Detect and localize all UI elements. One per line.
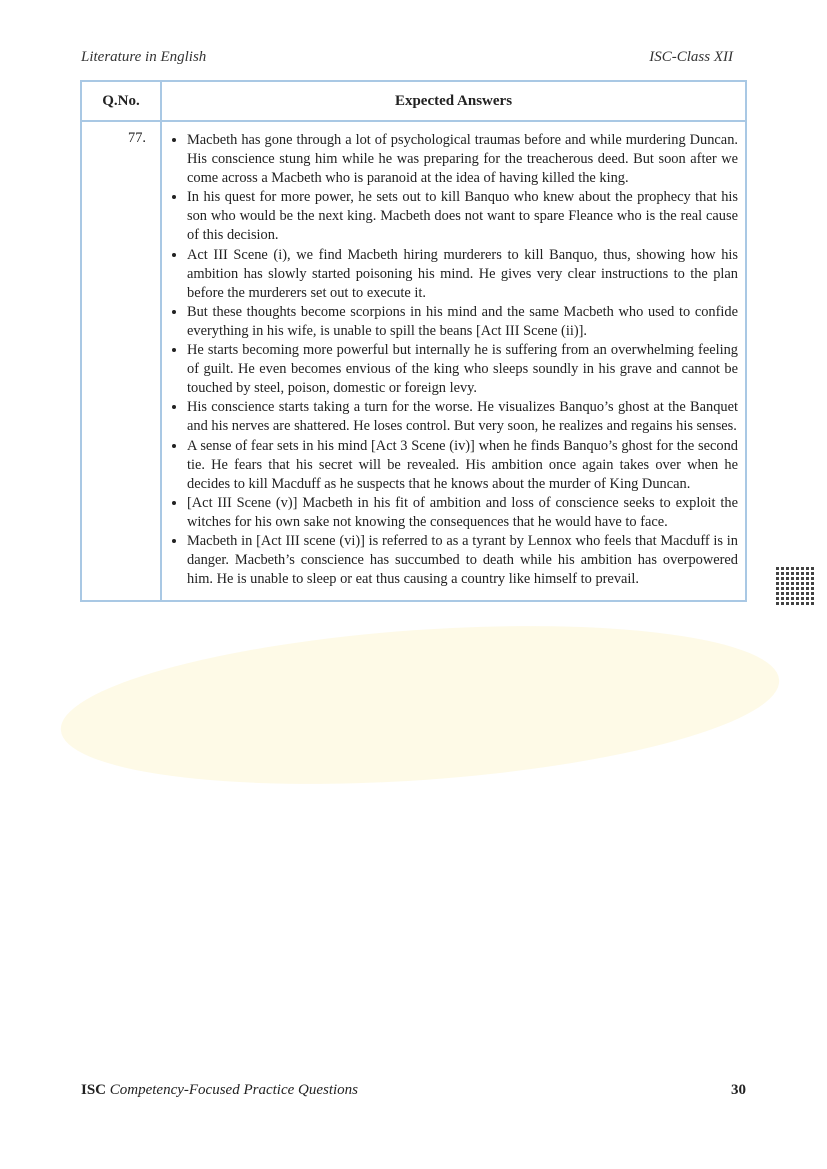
answers-table xyxy=(80,80,747,602)
answer-point: • Macbeth has gone through a lot of psychological traumas before and while murdering Duncan. His conscience stung him while he was preparing for the treacherous deed. But soon after we come across a Macbeth who is paranoid at the idea of having killed the king. xyxy=(187,131,738,188)
answer-point: • But these thoughts become scorpions in his mind and the same Macbeth who used to confide everything in his wife, is unable to spill the beans [Act III Scene (ii)]. xyxy=(187,303,738,341)
question-number: 77. xyxy=(81,121,161,601)
column-header-qno: Q.No. xyxy=(81,81,161,121)
answer-point: • [Act III Scene (v)] Macbeth in his fit of ambition and loss of conscience seeks to exploit the witches for his own sake not knowing the consequences that he would have to face. xyxy=(187,494,738,532)
answer-point: • Macbeth in [Act III scene (vi)] is referred to as a tyrant by Lennox who feels that Macduff is in danger. Macbeth’s conscience has succumbed to death while his ambition has overpowered him. He is unable to sleep or eat thus causing a country like himself to prevail. xyxy=(187,532,738,589)
answer-point: • A sense of fear sets in his mind [Act 3 Scene (iv)] when he finds Banquo’s ghost for the second tie. He fears that his secret will be revealed. His ambition once again takes over when he decides to kill Macduff as he suspects that he knows about the murder of King Duncan. xyxy=(187,437,738,494)
qr-code-icon[interactable] xyxy=(776,565,816,605)
footer-book-title: Competency-Focused Practice Questions xyxy=(109,1082,359,1098)
watermark xyxy=(56,605,785,805)
column-header-answers: Expected Answers xyxy=(161,81,746,121)
footer-brand: ISC xyxy=(81,1082,107,1098)
table-header-row xyxy=(81,81,746,121)
header-subject: Literature in English xyxy=(81,49,207,65)
answer-point: • His conscience starts taking a turn for the worse. He visualizes Banquo’s ghost at the Banquet and his nerves are shattered. He loses control. But very soon, he realizes and regains his senses. xyxy=(187,398,738,436)
answer-points xyxy=(163,131,738,589)
header-class: ISC-Class XII xyxy=(649,49,733,65)
answer-cell xyxy=(161,121,746,601)
table-row xyxy=(81,121,746,601)
answer-point: • In his quest for more power, he sets out to kill Banquo who knew about the prophecy that his son who would be the next king. Macbeth does not want to spare Fleance who is the real cause of this decision. xyxy=(187,188,738,245)
page-number: 30 xyxy=(731,1082,746,1098)
footer-title xyxy=(81,1082,358,1099)
answer-point: • Act III Scene (i), we find Macbeth hiring murderers to kill Banquo, thus, showing how his ambition has slowly started poisoning his mind. He gives very clear instructions to the plan before the murderers set out to execute it. xyxy=(187,246,738,303)
answer-point: • He starts becoming more powerful but internally he is suffering from an overwhelming feeling of guilt. He even becomes envious of the king who sleeps soundly in his grave and cannot be touched by steel, poison, domestic or foreign levy. xyxy=(187,341,738,398)
